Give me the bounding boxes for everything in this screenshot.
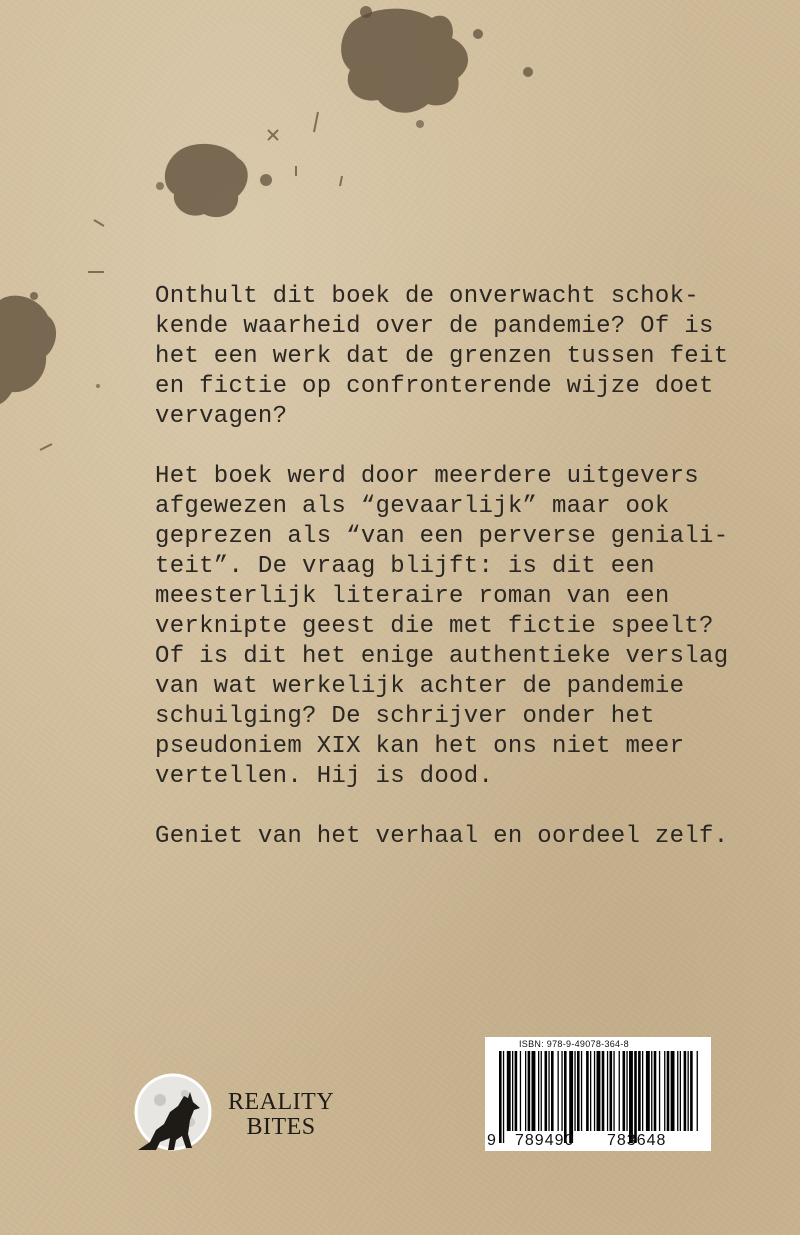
barcode-bar <box>577 1051 580 1131</box>
barcode-digits-left: 789490 <box>515 1132 575 1149</box>
barcode-bar <box>671 1051 675 1131</box>
blurb-line: Onthult dit boek de onverwacht schok- <box>155 283 699 310</box>
blurb-line: en fictie op confronterende wijze doet <box>155 373 714 400</box>
barcode-bar <box>586 1051 589 1131</box>
publisher-name <box>228 1090 334 1140</box>
barcode-bar <box>607 1051 608 1131</box>
barcode-bars <box>493 1051 703 1143</box>
blurb-paragraph-2 <box>155 462 755 792</box>
blurb-line: Of is dit het enige authentieke verslag <box>155 643 729 670</box>
barcode-bar <box>677 1051 678 1131</box>
barcode-bar <box>545 1051 548 1131</box>
barcode-bar <box>581 1051 582 1131</box>
barcode-bar <box>690 1051 693 1131</box>
barcode-bar <box>638 1051 641 1131</box>
barcode-bar <box>558 1051 559 1131</box>
barcode-bar <box>651 1051 652 1131</box>
barcode-bar <box>590 1051 591 1131</box>
barcode-bar <box>623 1051 626 1131</box>
barcode-bar <box>684 1051 687 1131</box>
barcode-bar <box>512 1051 513 1131</box>
blurb-line: vervagen? <box>155 403 288 430</box>
publisher-name-line1: REALITY <box>228 1089 335 1115</box>
isbn-label: ISBN: 978-9-49078-364-8 <box>519 1039 629 1049</box>
barcode-bar <box>520 1051 521 1131</box>
barcode-bar <box>561 1051 562 1131</box>
barcode-bar <box>659 1051 660 1131</box>
barcode-bar <box>667 1051 670 1131</box>
back-cover-blurb <box>155 282 755 882</box>
barcode-digits-right: 783648 <box>607 1132 667 1149</box>
barcode-bar <box>634 1051 637 1143</box>
barcode-bar <box>541 1051 542 1131</box>
blurb-line: geprezen als “van een perverse geniali- <box>155 523 729 550</box>
blurb-line: pseudoniem XIX kan het ons niet meer <box>155 733 685 760</box>
barcode-bar <box>602 1051 605 1131</box>
barcode-bar <box>574 1051 575 1131</box>
blurb-paragraph-1 <box>155 282 755 432</box>
barcode-bar <box>503 1051 504 1143</box>
blurb-line: teit”. De vraag blijft: is dit een <box>155 553 655 580</box>
barcode-bar <box>551 1051 554 1131</box>
barcode-bar <box>569 1051 573 1143</box>
barcode-bar <box>680 1051 681 1131</box>
barcode-bar <box>564 1051 567 1143</box>
blurb-line: Geniet van het verhaal en oordeel zelf. <box>155 823 729 850</box>
howling-wolf-moon-icon <box>130 1072 216 1152</box>
barcode-bar <box>525 1051 526 1131</box>
barcode-bar <box>610 1051 613 1131</box>
barcode-bar <box>626 1051 627 1131</box>
barcode-digit-lead: 9 <box>487 1132 497 1149</box>
barcode-bar <box>528 1051 531 1131</box>
barcode-bar <box>532 1051 536 1131</box>
blurb-line: van wat werkelijk achter de pandemie <box>155 673 685 700</box>
blurb-line: schuilging? De schrijver onder het <box>155 703 655 730</box>
blurb-line: verknipte geest die met fictie speelt? <box>155 613 714 640</box>
blurb-line: Het boek werd door meerdere uitgevers <box>155 463 699 490</box>
blurb-line: het een werk dat de grenzen tussen feit <box>155 343 729 370</box>
barcode-bar <box>654 1051 657 1131</box>
barcode-bar <box>613 1051 614 1131</box>
isbn-barcode <box>485 1037 711 1151</box>
barcode-bar <box>597 1051 601 1131</box>
blurb-paragraph-3 <box>155 822 755 852</box>
blurb-line: afgewezen als “gevaarlijk” maar ook <box>155 493 670 520</box>
barcode-bar <box>688 1051 689 1131</box>
publisher-name-line2: BITES <box>246 1114 316 1140</box>
barcode-bar <box>629 1051 633 1143</box>
barcode-bar <box>697 1051 698 1131</box>
publisher-logo <box>130 1072 360 1152</box>
barcode-bar <box>548 1051 549 1131</box>
barcode-bar <box>664 1051 665 1131</box>
barcode-bar <box>515 1051 518 1131</box>
blurb-line: kende waarheid over de pandemie? Of is <box>155 313 714 340</box>
barcode-bar <box>538 1051 539 1131</box>
barcode-bar <box>619 1051 620 1131</box>
barcode-bar <box>499 1051 502 1143</box>
barcode-bar <box>507 1051 511 1131</box>
blurb-line: vertellen. Hij is dood. <box>155 763 494 790</box>
barcode-bar <box>646 1051 650 1131</box>
barcode-bar <box>642 1051 643 1131</box>
barcode-bar <box>594 1051 595 1131</box>
blurb-line: meesterlijk literaire roman van een <box>155 583 670 610</box>
